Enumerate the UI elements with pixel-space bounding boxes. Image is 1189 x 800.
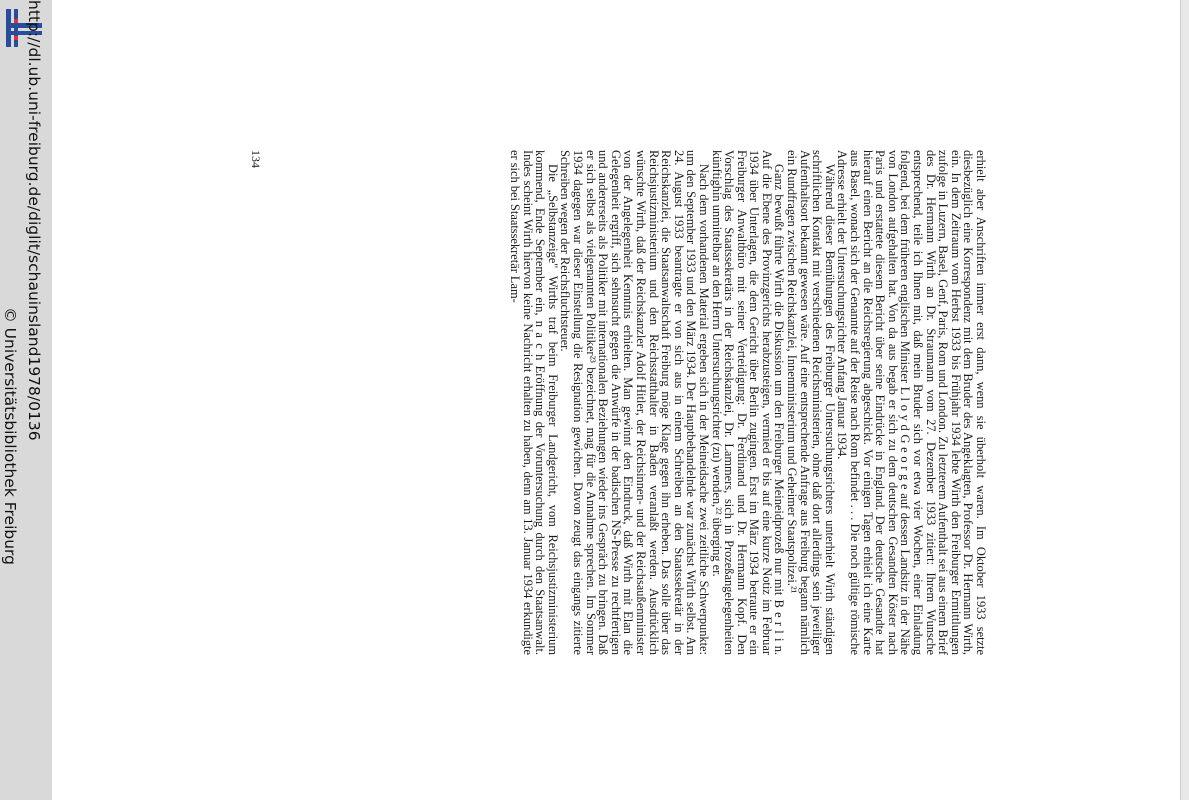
paragraph: Ganz bewußt führte Wirth die Diskussion um den Freiburger Meineidprozeß nur mit B e r l i n. Auf die Ebene des Provinzgerichts herabzusteigen, vermied er bis auf eine kurze Notiz im Februar 1934 über Unterlagen, die dem Gericht über Berlin zugingen. Erst im März 1934 betraute er ein Freiburger Anwaltbüro mit seiner Verteidigung: Dr. Ferdinand und Dr. Hermann Kopf. Den Vorschlag des Staatssekretärs in der Reichskanzlei, Dr. Lammers, sich in Prozeßangelegenheiten künftighin unmittelbar an den Herrn Untersuchungsrichter (zu) wenden,²² überging er. xyxy=(709,150,787,655)
paragraph: Nach dem vorhandenen Material ergeben sich in der Meineidsache zwei zeitliche Schwerpunkte: um den September 1933 und den März 1934. Der Hauptbehandelnde war zunächst Wirth selbst. Am 24. August 1933 beantragte er von sich aus in einem Schreiben an den Staatssekretär in der Reichskanzlei, die Staatsanwaltschaft Freiburg möge Klage gegen ihn erheben. Das solle über das Reichsjustizministerium und den Reichsstatthalter in Baden veranlaßt werden. Ausdrücklich wünschte Wirth, daß der Reichskanzler Adolf Hitler, der Reichsinnen- und der Reichsaußenminister von der Angelegenheit Kenntnis erhielten. Man gewinnt den Eindruck, daß Wirth mit Elan die Gelegenheit ergriff, sich sehnsucht gegen die Anwürfe in der badischen NS-Presse zu rechtfertigen und andererseits als Politiker mit internationalen Beziehungen wieder ins Gespräch zu bringen. Daß er sich selbst als vielgenannten Politiker²³ bezeichnet, mag für die Annahme sprechen. Im Sommer 1934 dagegen war dieser Einstellung die Resignation gewichen. Davon zeugt das eingangs zitierte Schreiben wegen der Reichsfluchtsteuer. xyxy=(558,150,711,655)
paragraph: erhielt aber Anschriften immer erst dann, wenn sie überholt waren. Im Oktober 1933 setzte diesbezüglich eine Korrespondenz mit dem Bruder des Angeklagten, Professor Dr. Hermann Wirth, ein. In dem Zeitraum vom Herbst 1933 bis Frühjahr 1934 lebte Wirth den Freiburger Ermittlungen zufolge in Luzern, Basel, Genf, Paris, Rom und London. Zu letzterem Aufenthalt sei aus einem Brief des Dr. Hermann Wirth an Dr. Straumann vom 27. Dezember 1933 zitiert: Ihrem Wunsche entsprechend, teile ich Ihnen mit, daß mein Bruder sich vor etwa vier Wochen, einer Einladung folgend, bei dem früheren englischen Minister L l o y d G e o r g e auf dessen Landsitz in der Nähe von London aufgehalten hat. Von da aus begab er sich zu dem deutschen Gesandten Köster nach Paris und erstattete diesem Bericht über seine Eindrücke in England. Der deutsche Gesandte hat hierauf einen Bericht an die Reichsregierung abgeschickt. Vor einigen Tagen erhielt ich eine Karte aus Basel, wonach sich der Genannte auf der Reise nach Rom befindet . . . Die noch gültige römische Adresse erhielt der Untersuchungsrichter Anfang Januar 1934. xyxy=(835,150,988,655)
page-url[interactable]: http://dl.ub.uni-freiburg.de/diglit/schauinsland1978/0136 xyxy=(25,0,43,441)
paragraph: Die „Selbstanzeige" Wirths traf beim Freiburger Landgericht, vom Reichsjustizministerium kommend, Ende September ein, n a c h Eröffnung der Voruntersuchung durch den Staatsanwalt. Indes scheint Wirth hiervon keine Nachricht erhalten zu haben, denn am 13. Januar 1934 erkundigte er sich bei Staatssekretär Lam- xyxy=(508,150,560,655)
copyright-notice: © Universitätsbibliothek Freiburg xyxy=(1,307,19,565)
page-number: 134 xyxy=(249,150,263,168)
viewer-sidebar xyxy=(0,0,52,800)
book-page xyxy=(251,150,987,655)
page-body xyxy=(508,150,987,655)
scrollbar[interactable] xyxy=(1180,0,1189,800)
paragraph: Während dieser Bemühungen des Freiburger Untersuchungsrichters unterhielt Wirth ständigen schriftlichen Kontakt mit verschiedenen Reichsministerien, ohne daß dort allerdings sein jeweiliger Aufenthaltsort bekannt gewesen wäre. Auf eine entsprechende Anfrage aus Freiburg begann nämlich ein Rundfragen zwischen Reichskanzlei, Innenministerium und Geheimer Staatspolizei.²¹ xyxy=(785,150,837,655)
